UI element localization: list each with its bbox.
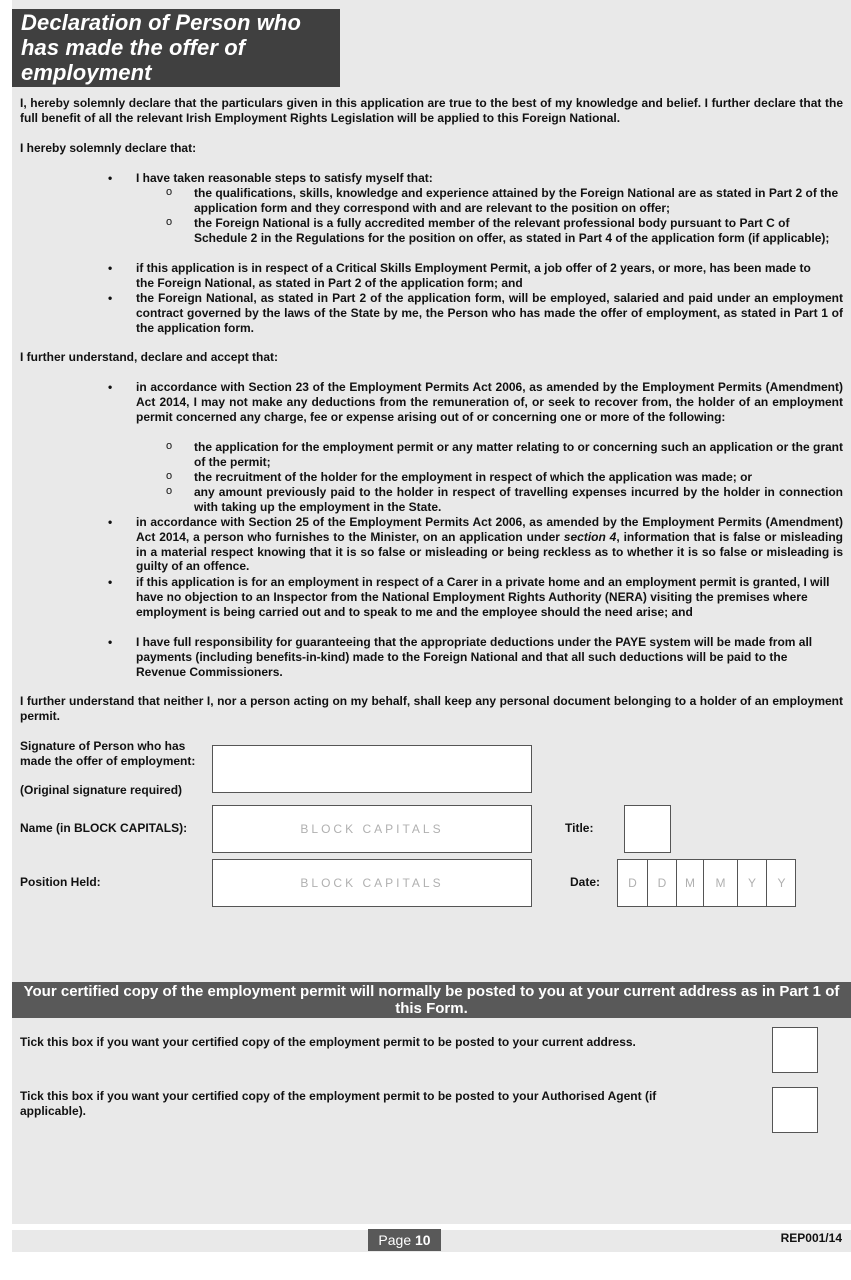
circle-bullet-icon: o xyxy=(166,216,173,228)
understand-item-1: in accordance with Section 23 of the Employment Permits Act 2006, as amended by the Employment Permits (Amendment) Act 2014, I may not make any deductions from the remuneration of, or seek to recover from, the holder of an employment permit concerned any charge, fee or expense arising out of or concerning one or more of the following: xyxy=(136,380,843,424)
form-reference: REP001/14 xyxy=(780,1231,842,1245)
tick-box-current-address[interactable] xyxy=(772,1027,818,1073)
title-label: Title: xyxy=(565,821,594,835)
declare-subitem-2: the Foreign National is a fully accredited member of the relevant professional body pursuant to Part C of Schedule 2 in the Regulations for the position on offer, as stated in Part 4 of the application form (if applicable); xyxy=(194,216,830,245)
date-cell-year-1[interactable]: Y xyxy=(738,860,767,906)
bullet-icon: • xyxy=(108,291,113,305)
understand-item-2-italic: section 4 xyxy=(563,529,617,544)
tick-label-current-address: Tick this box if you want your certified copy of the employment permit to be posted to your current address. xyxy=(20,1035,636,1049)
postal-banner-text: Your certified copy of the employment permit will normally be posted to you at your current address as in Part 1 of this Form. xyxy=(23,983,840,1017)
date-cell-year-2[interactable]: Y xyxy=(777,876,786,890)
bullet-icon: • xyxy=(108,171,113,185)
date-cell-day-1[interactable]: D xyxy=(618,860,648,906)
signature-label: Signature of Person who has made the offer of employment: xyxy=(20,739,196,768)
tick-label-authorised-agent: Tick this box if you want your certified copy of the employment permit to be posted to your Authorised Agent (if applicable). xyxy=(20,1089,657,1118)
understand-subitem-3: any amount previously paid to the holder in respect of travelling expenses incurred by the holder in connection with taking up the employment in the State. xyxy=(194,485,843,514)
bullet-icon: • xyxy=(108,575,113,589)
understand-item-2-text-end: , information that is false or misleading in a material respect knowing that it is so false or misleading or being reckless as to whether it is so false or misleading is guilty of an offence. xyxy=(136,529,843,574)
bullet-icon: • xyxy=(108,380,113,394)
bullet-icon: • xyxy=(108,635,113,649)
date-cell-month-2[interactable]: M xyxy=(704,860,738,906)
intro-paragraph: I, hereby solemnly declare that the particulars given in this application are true to the best of my knowledge and belief. I further declare that the full benefit of all the relevant Irish Employment Rights Legislation will be applied to this Foreign National. xyxy=(20,96,843,125)
understand-item-2 xyxy=(136,515,843,574)
declare-item-2: if this application is in respect of a Critical Skills Employment Permit, a job offer of 2 years, or more, has been made to the Foreign National, as stated in Part 2 of the application form; and xyxy=(136,261,811,290)
circle-bullet-icon: o xyxy=(166,485,173,497)
page-prefix: Page xyxy=(378,1232,412,1248)
signature-field[interactable] xyxy=(212,745,532,793)
circle-bullet-icon: o xyxy=(166,470,173,482)
title-field[interactable] xyxy=(624,805,671,853)
date-label: Date: xyxy=(570,875,601,889)
tick-box-authorised-agent[interactable] xyxy=(772,1087,818,1133)
declare-heading: I hereby solemnly declare that: xyxy=(20,141,197,155)
signature-note: (Original signature required) xyxy=(20,783,183,797)
name-label: Name (in BLOCK CAPITALS): xyxy=(20,821,188,835)
name-placeholder: BLOCK CAPITALS xyxy=(300,822,444,836)
date-field[interactable] xyxy=(617,859,796,907)
position-field[interactable] xyxy=(212,859,532,907)
closing-paragraph: I further understand that neither I, nor a person acting on my behalf, shall keep any personal document belonging to a holder of an employment permit. xyxy=(20,694,843,723)
position-placeholder: BLOCK CAPITALS xyxy=(300,876,444,890)
declare-item-1: I have taken reasonable steps to satisfy myself that: xyxy=(136,171,433,185)
name-field[interactable] xyxy=(212,805,532,853)
position-label: Position Held: xyxy=(20,875,101,889)
understand-subitem-2: the recruitment of the holder for the employment in respect of which the application was made; or xyxy=(194,470,753,484)
bullet-icon: • xyxy=(108,261,113,275)
page-number-badge xyxy=(368,1229,441,1251)
understand-item-3: if this application is for an employment in respect of a Carer in a private home and an employment permit is granted, I will have no objection to an Inspector from the National Employment Rights Authority (NERA) visiting the premises where employment is being carried out and to speak to me and the employee should the need arise; and xyxy=(136,575,830,619)
understand-item-2-text: in accordance with Section 25 of the Employment Permits Act 2006, as amended by the Employment Permits (Amendment) Act 2014, a person who furnishes to the Minister, on an application under xyxy=(136,515,843,544)
circle-bullet-icon: o xyxy=(166,440,173,452)
section-title-bar xyxy=(12,9,340,87)
page-number: 10 xyxy=(415,1232,431,1248)
bullet-icon: • xyxy=(108,515,113,529)
understand-heading: I further understand, declare and accept that: xyxy=(20,350,279,364)
circle-bullet-icon: o xyxy=(166,186,173,198)
section-title: Declaration of Person who has made the offer of employment xyxy=(21,10,301,85)
date-cell-month-1[interactable]: M xyxy=(677,860,704,906)
understand-item-4: I have full responsibility for guaranteeing that the appropriate deductions under the PAYE system will be made from all payments (including benefits-in-kind) made to the Foreign National and that all such deductions will be paid to the Revenue Commissioners. xyxy=(136,635,813,679)
declare-subitem-1: the qualifications, skills, knowledge and experience attained by the Foreign National are as stated in Part 2 of the application form and they correspond with and are relevant to the position on offer; xyxy=(194,186,839,215)
declare-item-3: the Foreign National, as stated in Part 2 of the application form, will be employed, salaried and paid under an employment contract governed by the laws of the State by me, the Person who has made the offer of employment, as stated in Part 1 of the application form. xyxy=(136,291,843,335)
postal-banner xyxy=(12,982,851,1018)
date-cell-day-2[interactable]: D xyxy=(648,860,677,906)
understand-subitem-1: the application for the employment permit or any matter relating to or concerning such an application or the grant of the permit; xyxy=(194,440,843,469)
